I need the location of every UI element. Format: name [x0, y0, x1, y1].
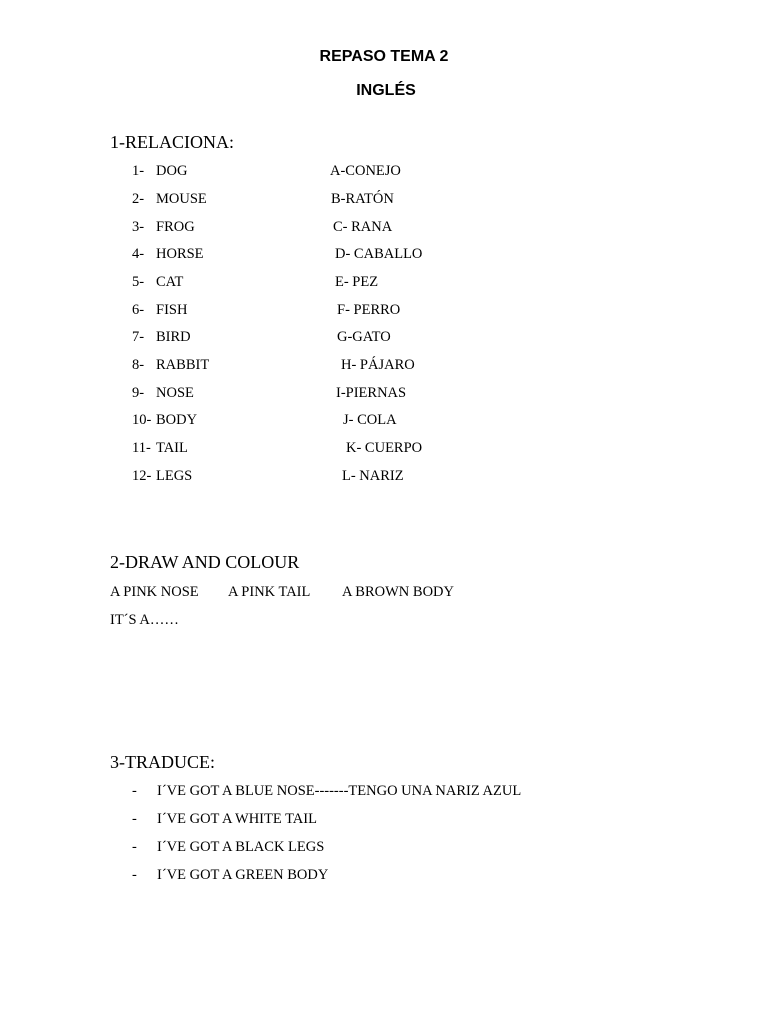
english-word: CAT: [156, 274, 184, 290]
translate-sentence: I´VE GOT A WHITE TAIL: [157, 811, 317, 827]
match-number: 4-: [132, 246, 145, 262]
match-row: [0, 272, 768, 292]
match-row: [0, 244, 768, 264]
spanish-word: A-CONEJO: [330, 163, 401, 179]
spanish-word: I-PIERNAS: [336, 385, 407, 401]
bullet-dash: -: [132, 811, 137, 827]
match-row: [0, 327, 768, 347]
spanish-word: E- PEZ: [335, 274, 379, 290]
english-word: FISH: [156, 302, 188, 318]
match-row: [0, 438, 768, 458]
match-number: 10-: [132, 412, 152, 428]
english-word: DOG: [156, 163, 188, 179]
phrase-brown-body: A BROWN BODY: [342, 584, 454, 600]
match-row: [0, 189, 768, 209]
draw-prompt-text: IT´S A……: [110, 612, 179, 628]
match-row: [0, 410, 768, 430]
list-item: [0, 781, 768, 801]
match-number: 11-: [132, 440, 151, 456]
english-word: MOUSE: [156, 191, 207, 207]
english-word: HORSE: [156, 246, 204, 262]
bullet-dash: -: [132, 839, 137, 855]
english-word: TAIL: [156, 440, 188, 456]
list-item: [0, 865, 768, 885]
english-word: NOSE: [156, 385, 194, 401]
match-row: [0, 161, 768, 181]
section-traduce-heading: 3-TRADUCE:: [110, 752, 215, 772]
phrase-pink-tail: A PINK TAIL: [228, 584, 311, 600]
english-word: RABBIT: [156, 357, 210, 373]
english-word: BIRD: [156, 329, 191, 345]
spanish-word: G-GATO: [337, 329, 391, 345]
match-number: 6-: [132, 302, 145, 318]
english-word: LEGS: [156, 468, 193, 484]
match-number: 7-: [132, 329, 145, 345]
spanish-word: J- COLA: [343, 412, 397, 428]
match-row: [0, 355, 768, 375]
section-relaciona-heading: 1-RELACIONA:: [110, 132, 234, 152]
phrase-pink-nose: A PINK NOSE: [110, 584, 199, 600]
list-item: [0, 809, 768, 829]
bullet-dash: -: [132, 867, 137, 883]
match-number: 2-: [132, 191, 145, 207]
match-number: 1-: [132, 163, 145, 179]
match-number: 3-: [132, 219, 145, 235]
document-title: REPASO TEMA 2: [319, 48, 449, 65]
spanish-word: C- RANA: [333, 219, 393, 235]
match-number: 8-: [132, 357, 145, 373]
match-row: [0, 466, 768, 486]
spanish-word: H- PÁJARO: [341, 357, 415, 373]
spanish-word: L- NARIZ: [342, 468, 404, 484]
translate-sentence: I´VE GOT A BLACK LEGS: [157, 839, 325, 855]
english-word: FROG: [156, 219, 195, 235]
match-number: 5-: [132, 274, 145, 290]
list-item: [0, 837, 768, 857]
spanish-word: D- CABALLO: [335, 246, 423, 262]
document-subtitle: INGLÉS: [356, 82, 416, 99]
match-row: [0, 300, 768, 320]
translate-sentence: I´VE GOT A GREEN BODY: [157, 867, 329, 883]
spanish-word: B-RATÓN: [331, 191, 394, 207]
translate-sentence: I´VE GOT A BLUE NOSE-------TENGO UNA NARIZ AZUL: [157, 783, 522, 799]
match-row: [0, 383, 768, 403]
spanish-word: K- CUERPO: [346, 440, 423, 456]
match-number: 9-: [132, 385, 145, 401]
english-word: BODY: [156, 412, 198, 428]
match-row: [0, 217, 768, 237]
section-draw-heading: 2-DRAW AND COLOUR: [110, 552, 300, 572]
bullet-dash: -: [132, 783, 137, 799]
match-number: 12-: [132, 468, 152, 484]
spanish-word: F- PERRO: [337, 302, 401, 318]
